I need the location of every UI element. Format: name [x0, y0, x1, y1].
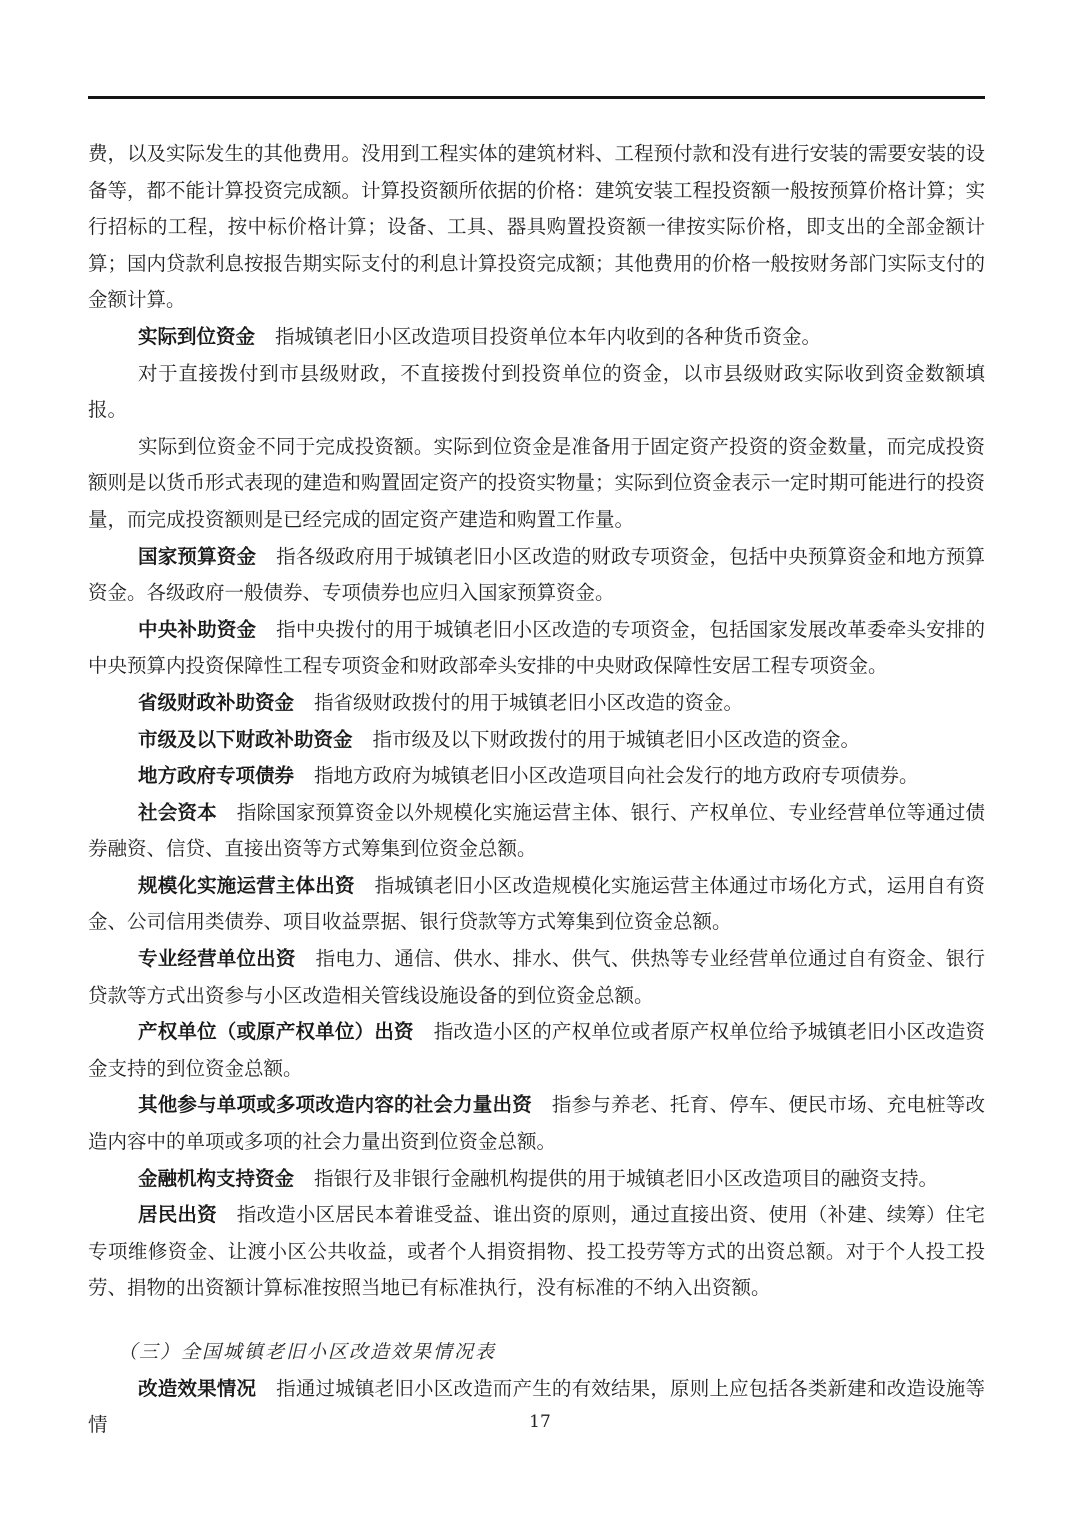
- header-rule: [88, 96, 985, 99]
- definition-text: 指省级财政拨付的用于城镇老旧小区改造的资金。: [314, 690, 744, 714]
- definition-term: 实际到位资金: [138, 324, 256, 348]
- paragraph-text: 费，以及实际发生的其他费用。没用到工程实体的建筑材料、工程预付款和没有进行安装的需要安装的设备等，都不能计算投资完成额。计算投资额所依据的价格：建筑安装工程投资额一般按预算价格计算；实行招标的工程，按中标价格计算；设备、工具、器具购置投资额一律按实际价格，即支出的全部金额计算；国内贷款利息按报告期实际支付的利息计算投资完成额；其他费用的价格一般按财务部门实际支付的金额计算。: [88, 142, 986, 312]
- body-paragraph: [88, 136, 985, 319]
- definition-paragraph: [88, 1371, 985, 1444]
- definition-text: 指中央拨付的用于城镇老旧小区改造的专项资金，包括国家发展改革委牵头安排的中央预算内投资保障性工程专项资金和财政部牵头安排的中央财政保障性安居工程专项资金。: [88, 617, 985, 678]
- definition-paragraph: [88, 685, 985, 722]
- definition-text: 指地方政府为城镇老旧小区改造项目向社会发行的地方政府专项债券。: [314, 764, 919, 788]
- definition-paragraph: [88, 319, 985, 356]
- definition-text: 指银行及非银行金融机构提供的用于城镇老旧小区改造项目的融资支持。: [314, 1166, 939, 1190]
- definition-paragraph: [88, 868, 985, 941]
- section-heading: （三）全国城镇老旧小区改造效果情况表: [118, 1341, 497, 1363]
- definition-term: 改造效果情况: [138, 1376, 257, 1400]
- definition-text: 指除国家预算资金以外规模化实施运营主体、银行、产权单位、专业经营单位等通过债券融资、信贷、直接出资等方式筹集到位资金总额。: [88, 800, 985, 861]
- definition-paragraph: [88, 1161, 985, 1198]
- body-paragraph: [88, 429, 985, 539]
- definition-term: 社会资本: [138, 800, 217, 824]
- definition-term: 金融机构支持资金: [138, 1166, 295, 1190]
- definition-term: 国家预算资金: [138, 544, 257, 568]
- definition-text: 指改造小区居民本着谁受益、谁出资的原则，通过直接出资、使用（补建、续筹）住宅专项维修资金、让渡小区公共收益，或者个人捐资捐物、投工投劳等方式的出资总额。对于个人投工投劳、捐物的出资额计算标准按照当地已有标准执行，没有标准的不纳入出资额。: [88, 1203, 985, 1300]
- definition-paragraph: [88, 722, 985, 759]
- definition-text: 指城镇老旧小区改造规模化实施运营主体通过市场化方式，运用自有资金、公司信用类债券、项目收益票据、银行贷款等方式筹集到位资金总额。: [88, 873, 985, 934]
- definition-paragraph: [88, 539, 985, 612]
- definition-term: 中央补助资金: [138, 617, 257, 641]
- definition-text: 指电力、通信、供水、排水、供气、供热等专业经营单位通过自有资金、银行贷款等方式出资参与小区改造相关管线设施设备的到位资金总额。: [88, 947, 985, 1007]
- definition-paragraph: [88, 758, 985, 795]
- definition-paragraph: [88, 1197, 985, 1307]
- definition-paragraph: [88, 1014, 985, 1087]
- definition-term: 专业经营单位出资: [138, 947, 296, 971]
- body-paragraph: [88, 356, 985, 429]
- definition-text: 指城镇老旧小区改造项目投资单位本年内收到的各种货币资金。: [275, 324, 822, 348]
- definition-term: 居民出资: [138, 1203, 217, 1227]
- definition-paragraph: [88, 612, 985, 685]
- definition-text: 指参与养老、托育、停车、便民市场、充电桩等改造内容中的单项或多项的社会力量出资到位资金总额。: [88, 1093, 985, 1154]
- definition-term: 市级及以下财政补助资金: [138, 727, 353, 751]
- definition-term: 省级财政补助资金: [138, 690, 295, 714]
- definition-term: 规模化实施运营主体出资: [138, 873, 355, 897]
- definition-text: 指通过城镇老旧小区改造而产生的有效结果，原则上应包括各类新建和改造设施等情: [88, 1376, 985, 1437]
- paragraph-text: 实际到位资金不同于完成投资额。实际到位资金是准备用于固定资产投资的资金数量，而完成投资额则是以货币形式表现的建造和购置固定资产的投资实物量；实际到位资金表示一定时期可能进行的投资量，而完成投资额则是已经完成的固定资产建造和购置工作量。: [88, 434, 986, 531]
- definition-term: 其他参与单项或多项改造内容的社会力量出资: [138, 1093, 532, 1117]
- definition-term: 产权单位（或原产权单位）出资: [138, 1020, 414, 1044]
- definition-text: 指改造小区的产权单位或者原产权单位给予城镇老旧小区改造资金支持的到位资金总额。: [88, 1020, 985, 1080]
- definition-text: 指各级政府用于城镇老旧小区改造的财政专项资金，包括中央预算资金和地方预算资金。各级政府一般债券、专项债券也应归入国家预算资金。: [88, 544, 985, 605]
- page-number: 17: [529, 1412, 551, 1432]
- definition-term: 地方政府专项债券: [138, 764, 295, 788]
- definition-paragraph: [88, 795, 985, 868]
- document-body: [88, 136, 985, 1444]
- paragraph-text: 对于直接拨付到市县级财政，不直接拨付到投资单位的资金，以市县级财政实际收到资金数额填报。: [88, 361, 985, 422]
- definition-paragraph: [88, 941, 985, 1014]
- definition-paragraph: [88, 1087, 985, 1160]
- definition-text: 指市级及以下财政拨付的用于城镇老旧小区改造的资金。: [372, 727, 861, 751]
